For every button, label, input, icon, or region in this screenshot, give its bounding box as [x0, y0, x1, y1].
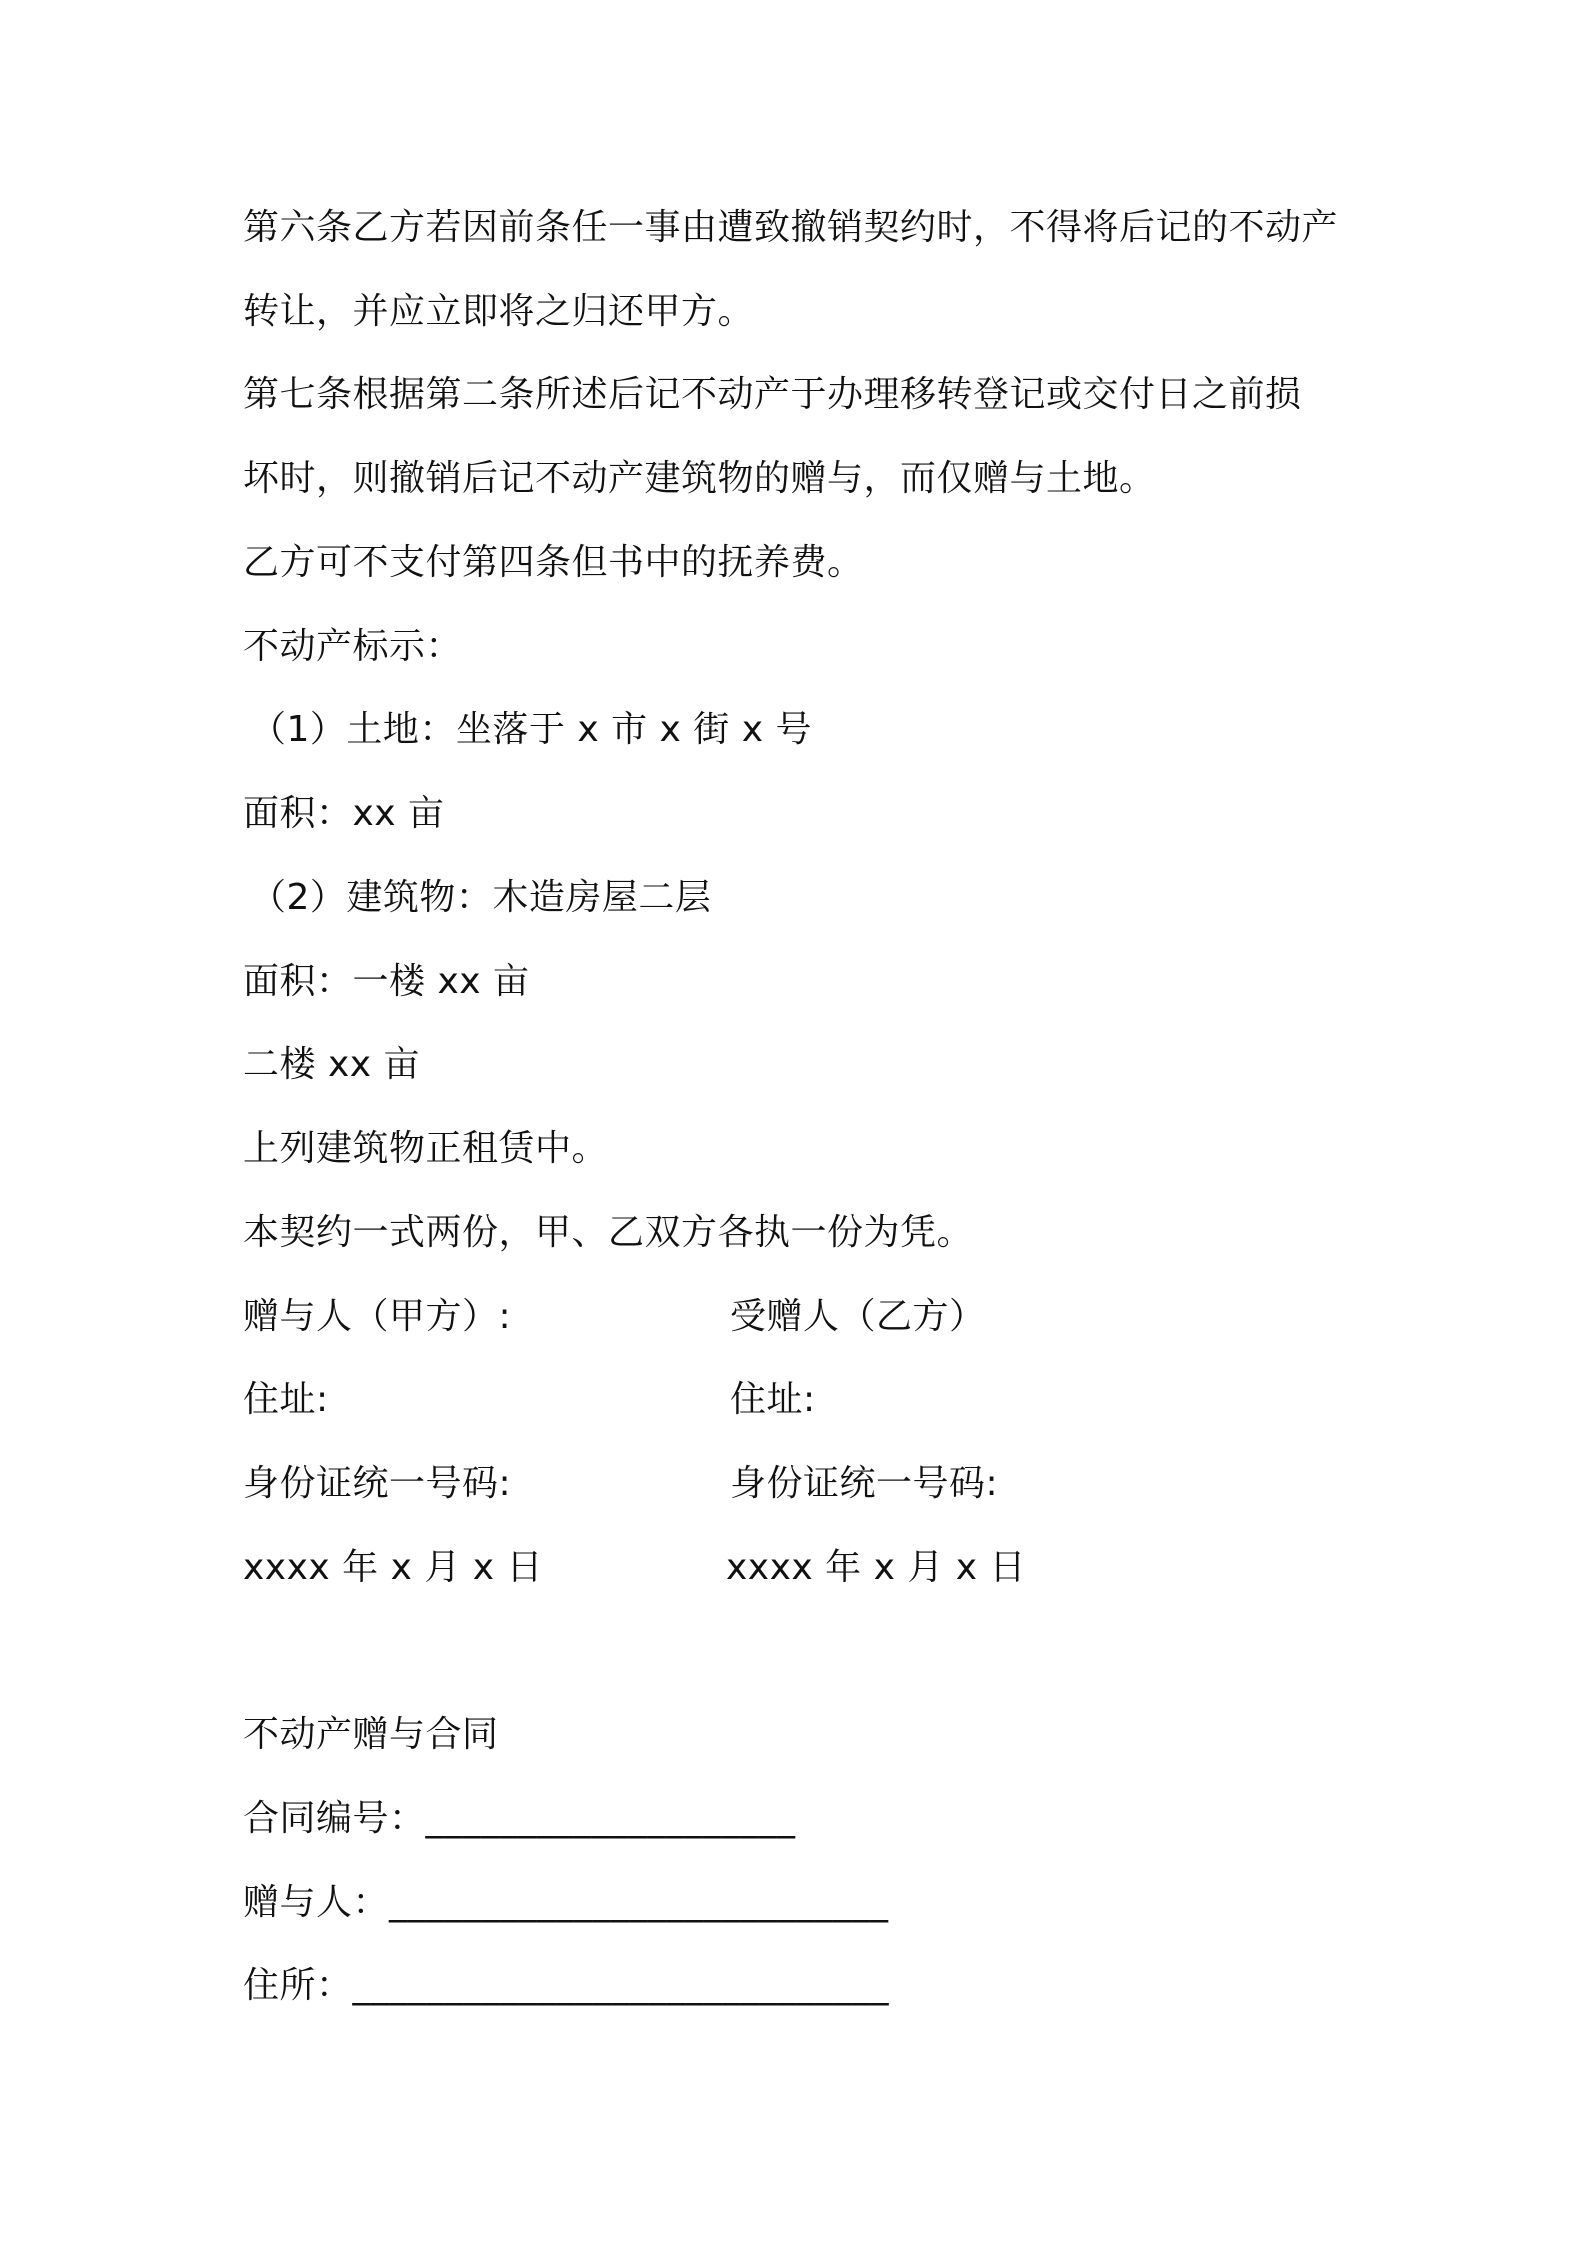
donor-field: 赠与人：___________________________: [243, 1882, 889, 1923]
article-7-line-1: 第七条根据第二条所述后记不动产于办理移转登记或交付日之前损: [243, 374, 1302, 415]
building-description: （2）建筑物：木造房屋二层: [250, 877, 712, 918]
building-area-second-floor: 二楼 xx 亩: [243, 1044, 420, 1085]
copies-statement: 本契约一式两份，甲、乙双方各执一份为凭。: [243, 1212, 974, 1253]
donor-date: xxxx 年 x 月 x 日: [243, 1547, 544, 1588]
rental-status: 上列建筑物正租赁中。: [243, 1128, 609, 1169]
land-area: 面积：xx 亩: [243, 793, 445, 834]
donor-address-label: 住址:: [243, 1379, 329, 1420]
donee-label: 受赠人（乙方）: [730, 1296, 986, 1337]
donor-label: 赠与人（甲方）:: [243, 1296, 512, 1337]
contract-number-field: 合同编号：____________________: [243, 1798, 796, 1839]
donee-address-label: 住址:: [730, 1379, 816, 1420]
property-heading: 不动产标示：: [243, 626, 463, 667]
land-description: （1）土地：坐落于 x 市 x 街 x 号: [250, 709, 812, 750]
article-6-line-2: 转让，并应立即将之归还甲方。: [243, 291, 755, 332]
donee-id-label: 身份证统一号码:: [730, 1463, 999, 1504]
article-6-line-1: 第六条乙方若因前条任一事由遭致撤销契约时，不得将后记的不动产: [243, 207, 1339, 248]
article-7-line-3: 乙方可不支付第四条但书中的抚养费。: [243, 542, 864, 583]
donee-date: xxxx 年 x 月 x 日: [726, 1547, 1027, 1588]
article-7-line-2: 坏时，则撤销后记不动产建筑物的赠与，而仅赠与土地。: [243, 458, 1156, 499]
donor-id-label: 身份证统一号码:: [243, 1463, 512, 1504]
second-contract-title: 不动产赠与合同: [243, 1714, 499, 1755]
building-area-first-floor: 面积：一楼 xx 亩: [243, 961, 530, 1002]
address-field: 住所：_____________________________: [243, 1965, 890, 2006]
